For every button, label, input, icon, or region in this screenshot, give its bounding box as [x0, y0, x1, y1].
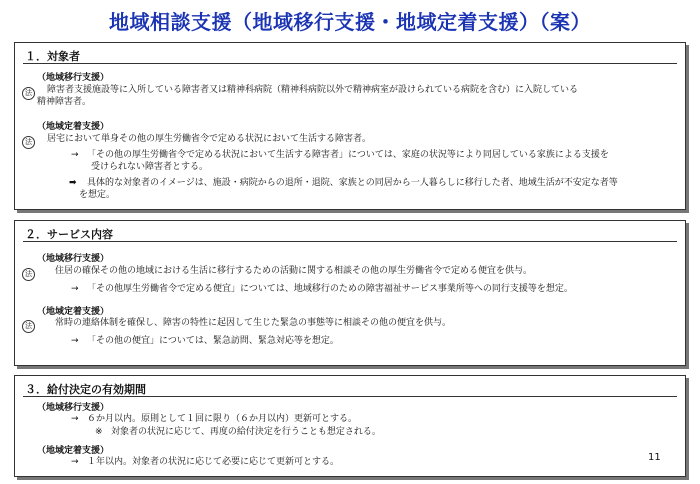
text-line: ６か月以内。原則として１回に限り（６か月以内）更新可とする。 [87, 414, 358, 424]
text-line: 「その他の厚生労働省令で定める状況において生活する障害者」については、家庭の状況等により同居している家族による支援を [87, 150, 609, 160]
arrow-icon: → [71, 414, 79, 424]
arrow-icon: → [71, 150, 79, 160]
subheading-ikou: （地域移行支援） [37, 254, 110, 264]
bold-arrow-icon: ➡ [69, 178, 77, 188]
page-number: 11 [648, 452, 661, 463]
section-service-content [14, 220, 686, 366]
text-line: 住居の確保その他の地域における生活に移行するための活動に関する相談その他の厚生労働省令で定める便宜を供与。 [55, 266, 533, 276]
law-mark-icon: 法 [22, 136, 35, 149]
text-line: 「その他厚生労働省令で定める便宜」については、地域移行のための障害福祉サービス事業所等への同行支援等を想定。 [87, 284, 573, 294]
section-heading: ２．サービス内容 [25, 228, 113, 241]
text-line: 常時の連絡体制を確保し、障害の特性に起因して生じた緊急の事態等に相談その他の便宜を供与。 [55, 318, 452, 328]
text-line: 対象者の状況に応じて、再度の給付決定を行うことも想定される。 [111, 427, 381, 437]
text-line: を想定。 [79, 190, 116, 200]
text-line: 精神障害者。 [37, 97, 92, 107]
text-line: 受けられない障害者とする。 [91, 162, 209, 172]
law-mark-icon: 法 [22, 320, 35, 333]
text-line: 具体的な対象者のイメージは、施設・病院からの退所・退院、家族との同居から一人暮らしに移行した者、地域生活が不安定な者等 [87, 178, 618, 188]
subheading-ikou: （地域移行支援） [37, 403, 110, 413]
divider [23, 63, 677, 64]
law-mark-icon: 法 [22, 87, 35, 100]
arrow-icon: → [71, 284, 79, 294]
subheading-teichaku: （地域定着支援） [37, 307, 110, 317]
text-line: 「その他の便宜」については、緊急訪問、緊急対応等を想定。 [87, 336, 339, 346]
arrow-icon: → [71, 457, 79, 467]
text-line: 障害者支援施設等に入所している障害者又は精神科病院（精神科病院以外で精神病室が設けられている病院を含む）に入院している [47, 85, 579, 95]
section-heading: １．対象者 [25, 50, 80, 63]
section-heading: ３．給付決定の有効期間 [25, 383, 146, 396]
subheading-teichaku: （地域定着支援） [37, 122, 110, 132]
subheading-ikou: （地域移行支援） [37, 73, 110, 83]
subheading-teichaku: （地域定着支援） [37, 446, 110, 456]
page-title: 地域相談支援（地域移行支援・地域定着支援）（案） [109, 10, 591, 34]
section-target-persons [14, 42, 686, 210]
note-mark-icon: ※ [95, 427, 103, 437]
divider [23, 241, 677, 242]
text-line: 居宅において単身その他の厚生労働省令で定める状況において生活する障害者。 [47, 134, 372, 144]
divider [23, 396, 677, 397]
law-mark-icon: 法 [22, 268, 35, 281]
section-validity-period [14, 375, 686, 477]
arrow-icon: → [71, 336, 79, 346]
text-line: １年以内。対象者の状況に応じて必要に応じて更新可とする。 [87, 457, 340, 467]
